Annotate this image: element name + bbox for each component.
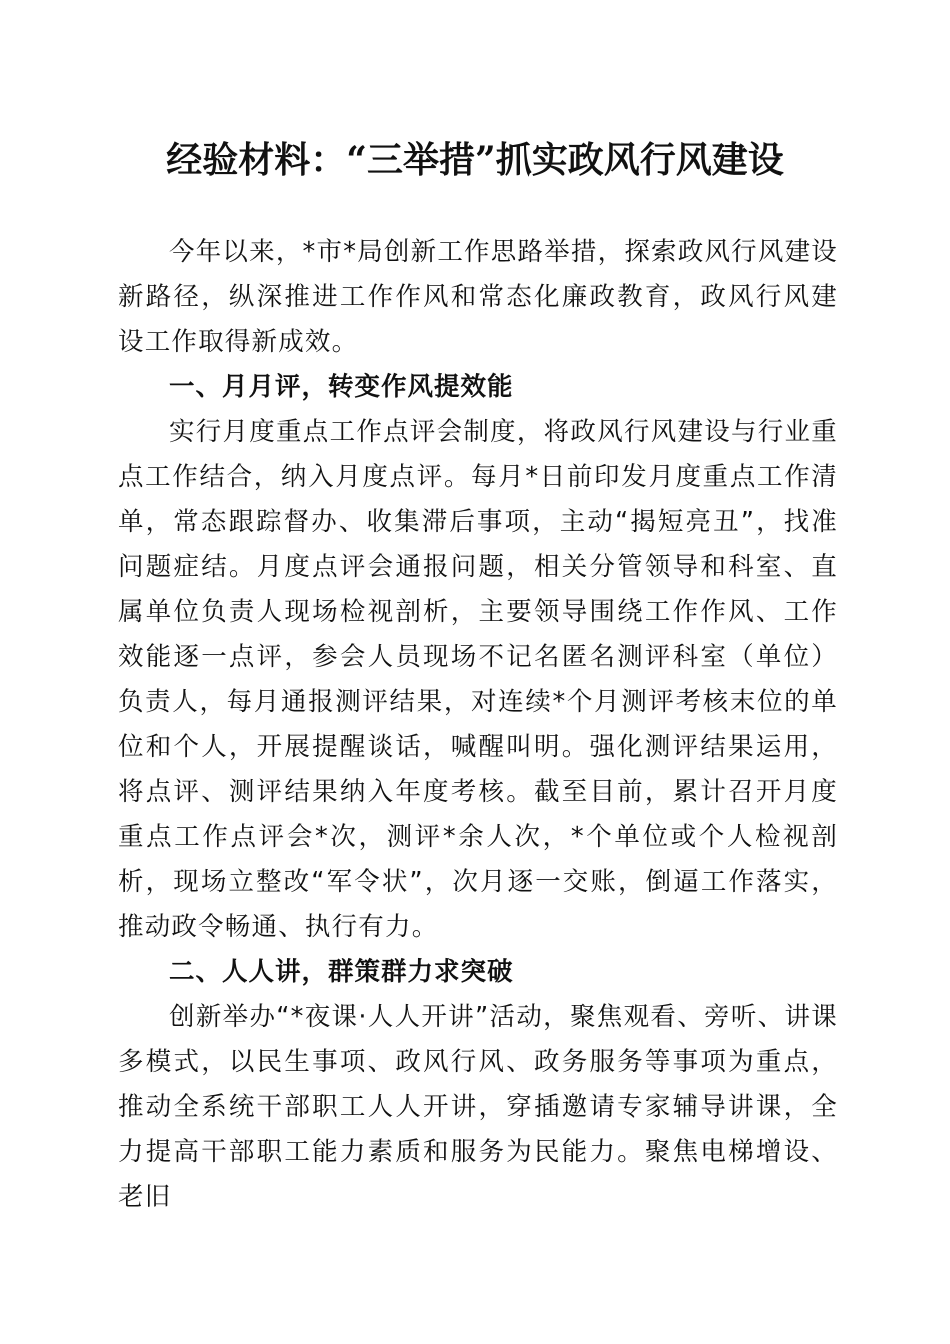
document-title: 经验材料：“三举措”抓实政风行风建设 <box>166 139 784 181</box>
section-paragraph-2: 创新举办“*夜课·人人开讲”活动，聚焦观看、旁听、讲课多模式，以民生事项、政风行风、政务服务等事项为重点，推动全系统干部职工人人开讲，穿插邀请专家辅导讲课，全力提高干部职工能力素质和服务为民能力。聚焦电梯增设、老旧 <box>118 1002 838 1212</box>
intro-paragraph: 今年以来，*市*局创新工作思路举措，探索政风行风建设新路径，纵深推进工作作风和常态化廉政教育，政风行风建设工作取得新成效。 <box>118 237 838 357</box>
section-heading-1: 一、月月评，转变作风提效能 <box>169 372 514 402</box>
document-body <box>118 230 838 1220</box>
section-paragraph-1: 实行月度重点工作点评会制度，将政风行风建设与行业重点工作结合，纳入月度点评。每月*日前印发月度重点工作清单，常态跟踪督办、收集滞后事项，主动“揭短亮丑”，找准问题症结。月度点评会通报问题，相关分管领导和科室、直属单位负责人现场检视剖析，主要领导围绕工作作风、工作效能逐一点评，参会人员现场不记名匿名测评科室（单位）负责人，每月通报测评结果，对连续*个月测评考核末位的单位和个人，开展提醒谈话，喊醒叫明。强化测评结果运用，将点评、测评结果纳入年度考核。截至目前，累计召开月度重点工作点评会*次，测评*余人次，*个单位或个人检视剖析，现场立整改“军令状”，次月逐一交账，倒逼工作落实，推动政令畅通、执行有力。 <box>118 417 838 942</box>
section-heading-2: 二、人人讲，群策群力求突破 <box>169 957 514 987</box>
